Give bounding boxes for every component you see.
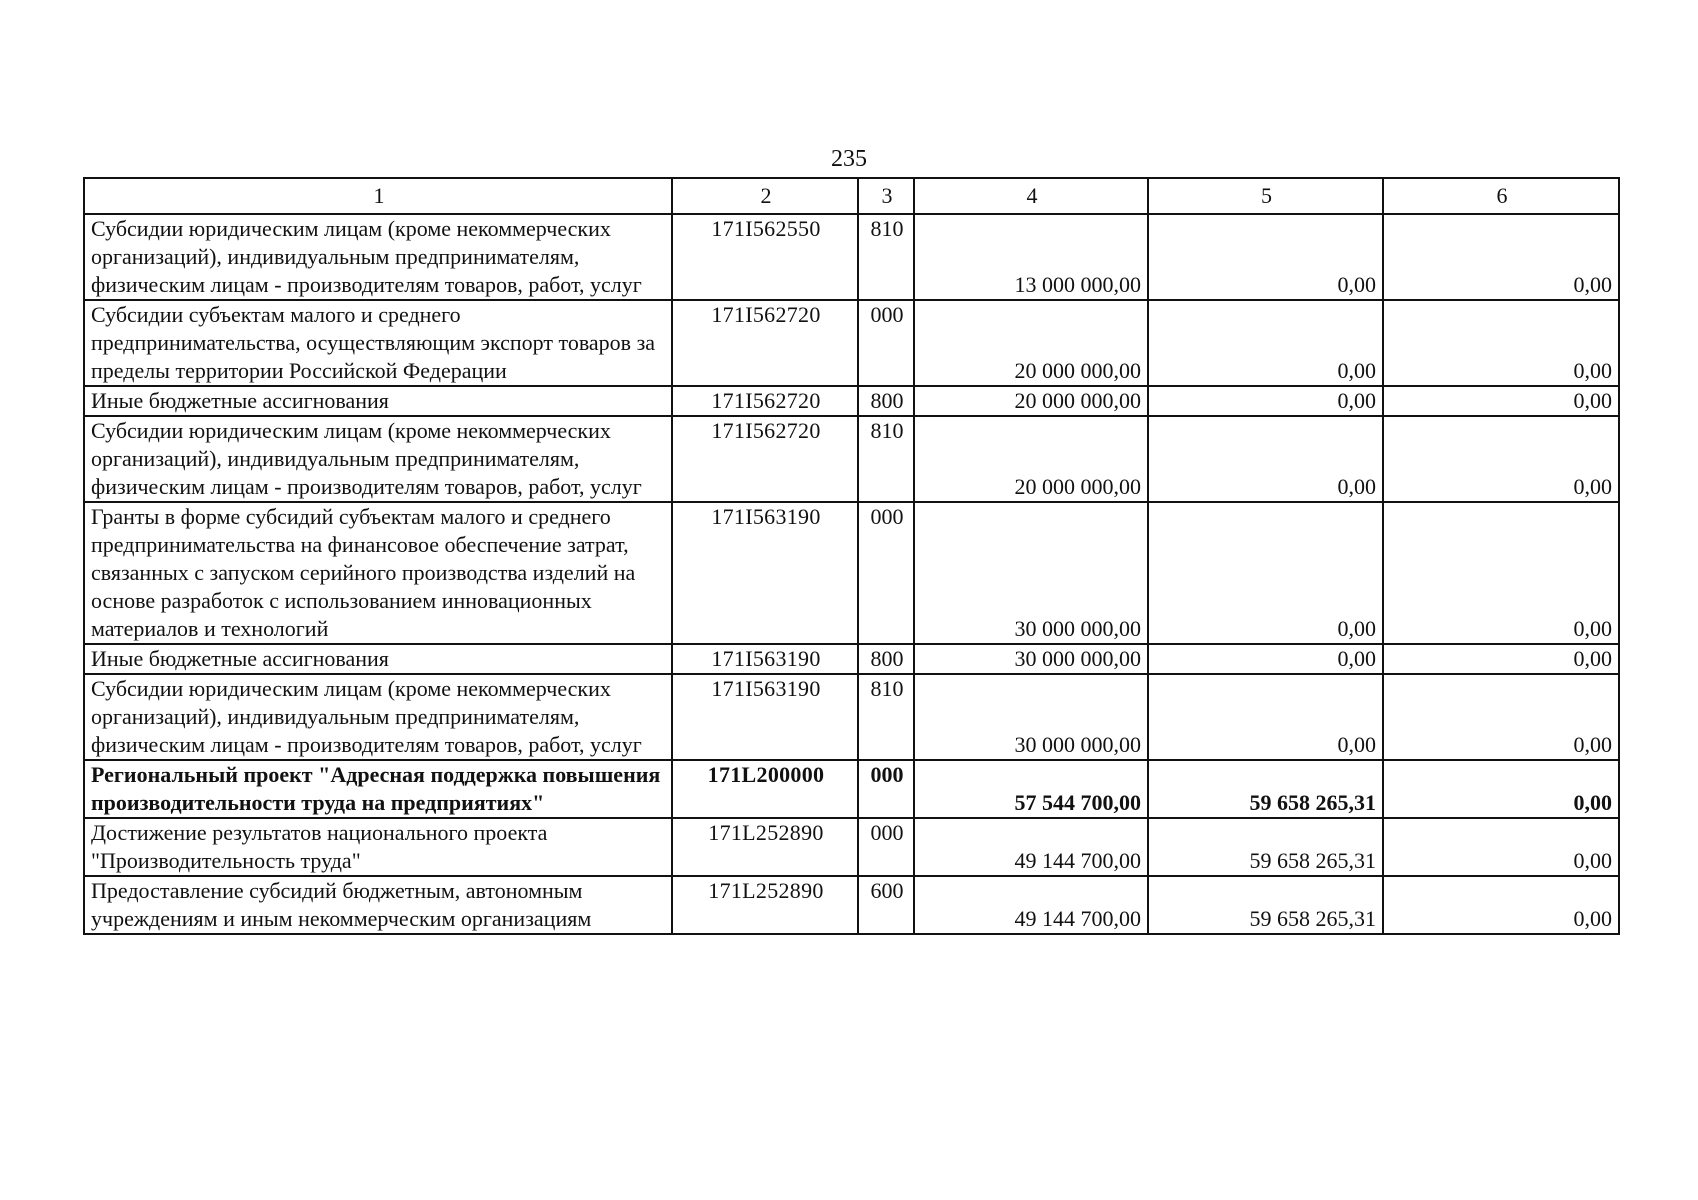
row-value-col4: 30 000 000,00: [914, 502, 1148, 644]
row-value-col6: 0,00: [1383, 300, 1619, 386]
table-row: [84, 644, 1619, 674]
row-value-col5: 0,00: [1148, 674, 1383, 760]
row-value-col4: 30 000 000,00: [914, 644, 1148, 674]
row-value-col5: 0,00: [1148, 502, 1383, 644]
row-name-cell: Иные бюджетные ассигнования: [84, 644, 672, 674]
table-row: [84, 416, 1619, 502]
row-kvr-cell: 810: [858, 674, 914, 760]
row-value-col5: 59 658 265,31: [1148, 818, 1383, 876]
header-cell: 1: [84, 178, 672, 214]
table-row: [84, 502, 1619, 644]
header-cell: 6: [1383, 178, 1619, 214]
row-name-cell: Региональный проект "Адресная поддержка повышения производительности труда на предприятиях": [84, 760, 672, 818]
row-name-cell: Иные бюджетные ассигнования: [84, 386, 672, 416]
table-row: [84, 876, 1619, 934]
header-cell: 4: [914, 178, 1148, 214]
table-row: [84, 760, 1619, 818]
row-kvr-cell: 600: [858, 876, 914, 934]
row-name-cell: Предоставление субсидий бюджетным, автономным учреждениям и иным некоммерческим организациям: [84, 876, 672, 934]
row-code-cell: 171L200000: [672, 760, 858, 818]
row-name-cell: Субсидии юридическим лицам (кроме некоммерческих организаций), индивидуальным предпринимателям, физическим лицам - производителям товаров, работ, услуг: [84, 674, 672, 760]
row-code-cell: 171I562550: [672, 214, 858, 300]
row-code-cell: 171L252890: [672, 818, 858, 876]
row-value-col4: 20 000 000,00: [914, 386, 1148, 416]
row-code-cell: 171I562720: [672, 300, 858, 386]
row-value-col6: 0,00: [1383, 416, 1619, 502]
row-kvr-cell: 000: [858, 300, 914, 386]
row-name-cell: Субсидии юридическим лицам (кроме некоммерческих организаций), индивидуальным предпринимателям, физическим лицам - производителям товаров, работ, услуг: [84, 416, 672, 502]
table-row: [84, 300, 1619, 386]
row-value-col4: 13 000 000,00: [914, 214, 1148, 300]
row-name-cell: Гранты в форме субсидий субъектам малого и среднего предпринимательства на финансовое обеспечение затрат, связанных с запуском серийного производства изделий на основе разработок с использованием инновационных материалов и технологий: [84, 502, 672, 644]
row-value-col4: 20 000 000,00: [914, 416, 1148, 502]
row-value-col6: 0,00: [1383, 760, 1619, 818]
row-value-col6: 0,00: [1383, 386, 1619, 416]
row-value-col6: 0,00: [1383, 818, 1619, 876]
header-cell: 2: [672, 178, 858, 214]
table-row: [84, 818, 1619, 876]
row-value-col6: 0,00: [1383, 502, 1619, 644]
row-code-cell: 171I562720: [672, 416, 858, 502]
row-value-col4: 49 144 700,00: [914, 818, 1148, 876]
row-code-cell: 171L252890: [672, 876, 858, 934]
row-kvr-cell: 800: [858, 644, 914, 674]
row-value-col6: 0,00: [1383, 674, 1619, 760]
row-kvr-cell: 810: [858, 416, 914, 502]
row-value-col6: 0,00: [1383, 644, 1619, 674]
row-code-cell: 171I563190: [672, 674, 858, 760]
row-value-col6: 0,00: [1383, 214, 1619, 300]
row-code-cell: 171I563190: [672, 644, 858, 674]
row-code-cell: 171I562720: [672, 386, 858, 416]
row-value-col5: 0,00: [1148, 300, 1383, 386]
row-value-col4: 57 544 700,00: [914, 760, 1148, 818]
row-value-col4: 49 144 700,00: [914, 876, 1148, 934]
row-kvr-cell: 800: [858, 386, 914, 416]
row-kvr-cell: 000: [858, 818, 914, 876]
row-name-cell: Субсидии юридическим лицам (кроме некоммерческих организаций), индивидуальным предпринимателям, физическим лицам - производителям товаров, работ, услуг: [84, 214, 672, 300]
table-row: [84, 674, 1619, 760]
header-cell: 5: [1148, 178, 1383, 214]
row-value-col4: 30 000 000,00: [914, 674, 1148, 760]
row-name-cell: Достижение результатов национального проекта "Производительность труда": [84, 818, 672, 876]
row-value-col5: 0,00: [1148, 416, 1383, 502]
row-kvr-cell: 810: [858, 214, 914, 300]
header-cell: 3: [858, 178, 914, 214]
budget-table-body: [84, 178, 1619, 934]
row-value-col5: 0,00: [1148, 214, 1383, 300]
header-row: [84, 178, 1619, 214]
budget-table: [83, 177, 1620, 935]
row-code-cell: 171I563190: [672, 502, 858, 644]
row-value-col5: 59 658 265,31: [1148, 876, 1383, 934]
row-value-col4: 20 000 000,00: [914, 300, 1148, 386]
table-row: [84, 386, 1619, 416]
row-value-col5: 0,00: [1148, 386, 1383, 416]
table-row: [84, 214, 1619, 300]
row-kvr-cell: 000: [858, 760, 914, 818]
row-name-cell: Субсидии субъектам малого и среднего предпринимательства, осуществляющим экспорт товаров за пределы территории Российской Федерации: [84, 300, 672, 386]
row-value-col6: 0,00: [1383, 876, 1619, 934]
row-value-col5: 59 658 265,31: [1148, 760, 1383, 818]
page-number: [0, 146, 1698, 172]
row-kvr-cell: 000: [858, 502, 914, 644]
page-number-text: 235: [831, 146, 867, 172]
row-value-col5: 0,00: [1148, 644, 1383, 674]
